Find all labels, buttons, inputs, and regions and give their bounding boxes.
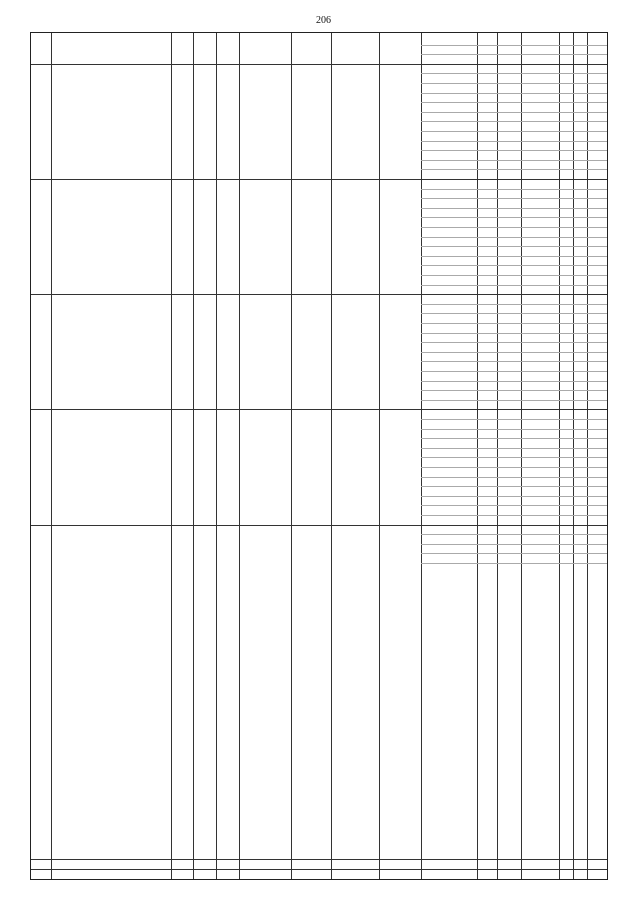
- row-border: [421, 486, 607, 487]
- row-border: [421, 73, 607, 74]
- row-border: [421, 429, 607, 430]
- row-border: [421, 237, 607, 238]
- row-border: [421, 448, 607, 449]
- column-header: [292, 737, 330, 857]
- row-border: [421, 563, 607, 564]
- row-border: [421, 131, 607, 132]
- row-border: [421, 553, 607, 554]
- column-header: [380, 737, 420, 857]
- row-border: [421, 381, 607, 382]
- header-border: [31, 879, 607, 880]
- row-border: [421, 515, 607, 516]
- row-border: [421, 198, 607, 199]
- row-border: [421, 265, 607, 266]
- row-border: [421, 400, 607, 401]
- header-border: [31, 869, 607, 870]
- row-border: [421, 217, 607, 218]
- row-border: [421, 246, 607, 247]
- row-border: [421, 141, 607, 142]
- row-border: [421, 342, 607, 343]
- row-border: [421, 169, 607, 170]
- row-border: [421, 275, 607, 276]
- row-border: [421, 438, 607, 439]
- capital-repair-table: [30, 32, 608, 880]
- column-header: [217, 737, 238, 857]
- row-border: [421, 496, 607, 497]
- column-header: [588, 737, 608, 857]
- row-border: [421, 45, 607, 46]
- column-header: [332, 737, 378, 857]
- row-border: [421, 505, 607, 506]
- block-border: [31, 294, 607, 295]
- row-border: [421, 419, 607, 420]
- row-border: [421, 371, 607, 372]
- row-border: [421, 477, 607, 478]
- row-border: [421, 544, 607, 545]
- row-border: [421, 121, 607, 122]
- column-header: [194, 737, 215, 857]
- column-header: [422, 737, 476, 857]
- block-border: [31, 64, 607, 65]
- row-border: [421, 390, 607, 391]
- column-header: [32, 737, 50, 857]
- row-border: [421, 467, 607, 468]
- column-header: [52, 737, 170, 857]
- row-border: [421, 361, 607, 362]
- row-border: [421, 160, 607, 161]
- row-border: [421, 227, 607, 228]
- column-header: [522, 737, 558, 857]
- row-border: [421, 534, 607, 535]
- row-border: [421, 323, 607, 324]
- header-border: [31, 859, 607, 860]
- block-border: [31, 525, 607, 526]
- row-border: [421, 333, 607, 334]
- row-border: [421, 54, 607, 55]
- row-border: [421, 102, 607, 103]
- row-border: [421, 93, 607, 94]
- column-header: [498, 737, 520, 857]
- block-border: [31, 179, 607, 180]
- column-header: [560, 737, 572, 857]
- row-border: [421, 83, 607, 84]
- row-border: [421, 112, 607, 113]
- column-header: [240, 737, 290, 857]
- column-header: [172, 737, 192, 857]
- row-border: [421, 457, 607, 458]
- page-number: 206: [316, 15, 331, 26]
- row-border: [421, 285, 607, 286]
- row-border: [421, 150, 607, 151]
- row-border: [421, 352, 607, 353]
- column-header: [574, 737, 586, 857]
- block-border: [31, 409, 607, 410]
- row-border: [421, 304, 607, 305]
- row-border: [421, 189, 607, 190]
- column-header: [478, 737, 496, 857]
- row-border: [421, 256, 607, 257]
- row-border: [421, 208, 607, 209]
- row-border: [421, 313, 607, 314]
